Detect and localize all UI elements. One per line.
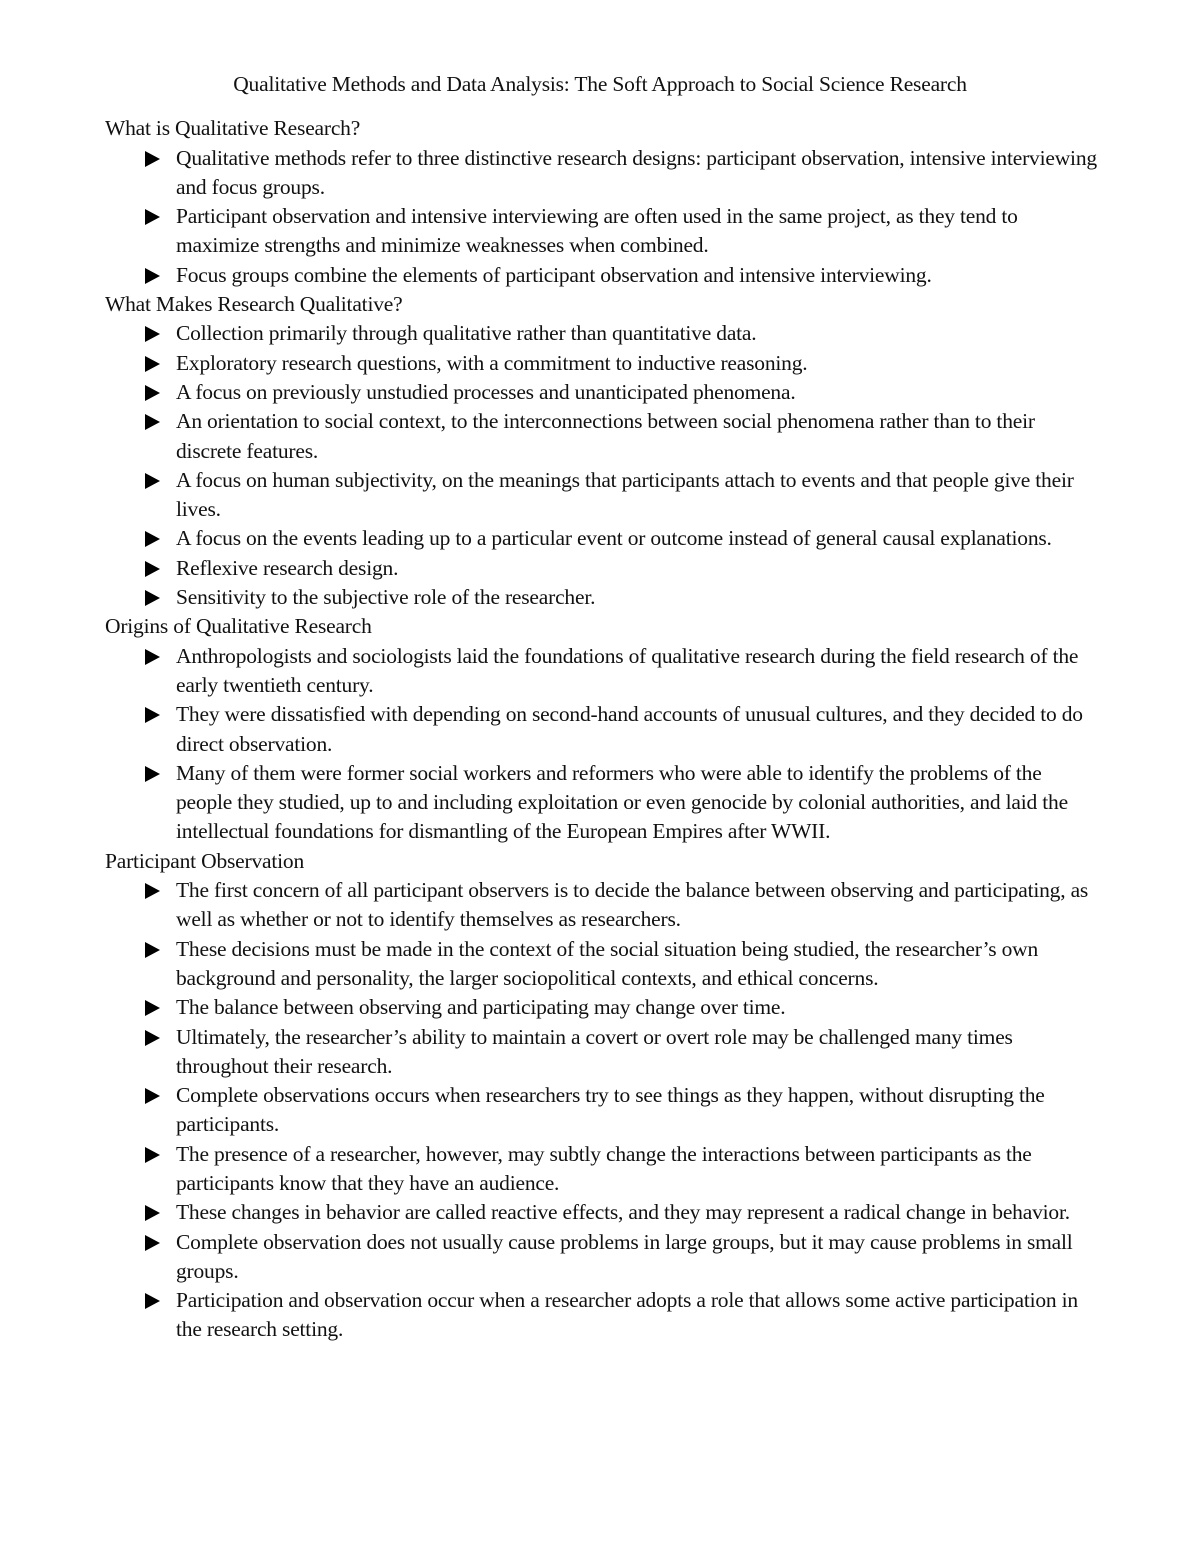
list-item — [176, 1228, 1100, 1287]
list-item-text: These decisions must be made in the context of the social situation being studied, the researcher’s own background and personality, the larger sociopolitical contexts, and ethical concerns. — [176, 936, 1039, 990]
arrow-bullet-icon — [145, 590, 160, 606]
list-item-text: Ultimately, the researcher’s ability to maintain a covert or overt role may be challenged many times throughout their research. — [176, 1024, 1013, 1078]
arrow-bullet-icon — [145, 1235, 160, 1251]
list-item — [176, 700, 1100, 759]
list-item-text: Complete observation does not usually cause problems in large groups, but it may cause problems in small groups. — [176, 1229, 1073, 1283]
list-item — [176, 935, 1100, 994]
list-item-text: Anthropologists and sociologists laid the foundations of qualitative research during the field research of the early twentieth century. — [176, 643, 1079, 697]
list-item — [176, 876, 1100, 935]
list-item-text: Sensitivity to the subjective role of the researcher. — [176, 585, 596, 610]
bullet-list — [105, 144, 1100, 290]
list-item-text: A focus on previously unstudied processes and unanticipated phenomena. — [176, 379, 796, 404]
list-item — [176, 759, 1100, 847]
list-item-text: The first concern of all participant observers is to decide the balance between observing and participating, as well as whether or not to identify themselves as researchers. — [176, 878, 1089, 932]
list-item — [176, 642, 1100, 701]
list-item — [176, 583, 1100, 612]
list-item — [176, 1023, 1100, 1082]
list-item — [176, 144, 1100, 203]
list-item-text: They were dissatisfied with depending on second-hand accounts of unusual cultures, and they decided to do direct observation. — [176, 702, 1083, 756]
list-item-text: A focus on human subjectivity, on the meanings that participants attach to events and that people give their lives. — [176, 467, 1074, 522]
arrow-bullet-icon — [145, 649, 160, 665]
list-item — [176, 1140, 1100, 1199]
arrow-bullet-icon — [145, 766, 160, 782]
arrow-bullet-icon — [145, 209, 160, 225]
list-item-text: Complete observations occurs when researchers try to see things as they happen, without disrupting the participants. — [176, 1083, 1045, 1137]
arrow-bullet-icon — [145, 1030, 160, 1046]
document-title: Qualitative Methods and Data Analysis: The Soft Approach to Social Science Research — [233, 72, 967, 96]
bullet-list — [105, 319, 1100, 612]
list-item-text: Participant observation and intensive interviewing are often used in the same project, as they tend to maximize strengths and minimize weaknesses when combined. — [176, 204, 1018, 258]
list-item-text: Reflexive research design. — [176, 555, 399, 580]
arrow-bullet-icon — [145, 1000, 160, 1016]
arrow-bullet-icon — [145, 1088, 160, 1104]
arrow-bullet-icon — [145, 385, 160, 401]
bullet-list — [105, 876, 1100, 1345]
arrow-bullet-icon — [145, 326, 160, 342]
arrow-bullet-icon — [145, 268, 160, 284]
arrow-bullet-icon — [145, 473, 160, 489]
list-item-text: Participation and observation occur when a researcher adopts a role that allows some active participation in the research setting. — [176, 1288, 1078, 1342]
section-heading: What Makes Research Qualitative? — [105, 292, 403, 317]
arrow-bullet-icon — [145, 414, 160, 430]
list-item — [176, 407, 1100, 466]
arrow-bullet-icon — [145, 1205, 160, 1221]
list-item-text: An orientation to social context, to the interconnections between social phenomena rather than to their discrete features. — [176, 409, 1035, 463]
list-item — [176, 993, 1100, 1022]
section-heading: Participant Observation — [105, 848, 304, 873]
arrow-bullet-icon — [145, 1147, 160, 1163]
list-item — [176, 202, 1100, 261]
list-item — [176, 524, 1100, 553]
list-item — [176, 349, 1100, 378]
list-item-text: Many of them were former social workers and reformers who were able to identify the problems of the people they studied, up to and including exploitation or even genocide by colonial authorities, and laid the intellectual foundations for dismantling of the European Empires after WWII. — [176, 760, 1068, 844]
list-item — [176, 1081, 1100, 1140]
section-heading: Origins of Qualitative Research — [105, 614, 372, 639]
arrow-bullet-icon — [145, 151, 160, 167]
bullet-list — [105, 642, 1100, 847]
list-item-text: Exploratory research questions, with a commitment to inductive reasoning. — [176, 350, 808, 375]
section-heading: What is Qualitative Research? — [105, 116, 361, 141]
list-item — [176, 319, 1100, 348]
list-item — [176, 554, 1100, 583]
arrow-bullet-icon — [145, 942, 160, 958]
arrow-bullet-icon — [145, 883, 160, 899]
list-item — [176, 1198, 1100, 1227]
list-item — [176, 378, 1100, 407]
list-item-text: These changes in behavior are called reactive effects, and they may represent a radical change in behavior. — [176, 1200, 1070, 1225]
arrow-bullet-icon — [145, 356, 160, 372]
list-item — [176, 261, 1100, 290]
arrow-bullet-icon — [145, 561, 160, 577]
list-item-text: Collection primarily through qualitative rather than quantitative data. — [176, 321, 757, 346]
document-body — [105, 114, 1100, 1344]
arrow-bullet-icon — [145, 707, 160, 723]
list-item-text: The presence of a researcher, however, may subtly change the interactions between participants as the participants know that they have an audience. — [176, 1141, 1032, 1195]
arrow-bullet-icon — [145, 1293, 160, 1309]
list-item-text: The balance between observing and participating may change over time. — [176, 995, 786, 1020]
arrow-bullet-icon — [145, 531, 160, 547]
list-item-text: Qualitative methods refer to three distinctive research designs: participant observation, intensive interviewing and focus groups. — [176, 145, 1097, 199]
list-item-text: A focus on the events leading up to a particular event or outcome instead of general causal explanations. — [176, 526, 1052, 551]
list-item — [176, 1286, 1100, 1345]
list-item — [176, 466, 1100, 525]
list-item-text: Focus groups combine the elements of participant observation and intensive interviewing. — [176, 262, 932, 287]
